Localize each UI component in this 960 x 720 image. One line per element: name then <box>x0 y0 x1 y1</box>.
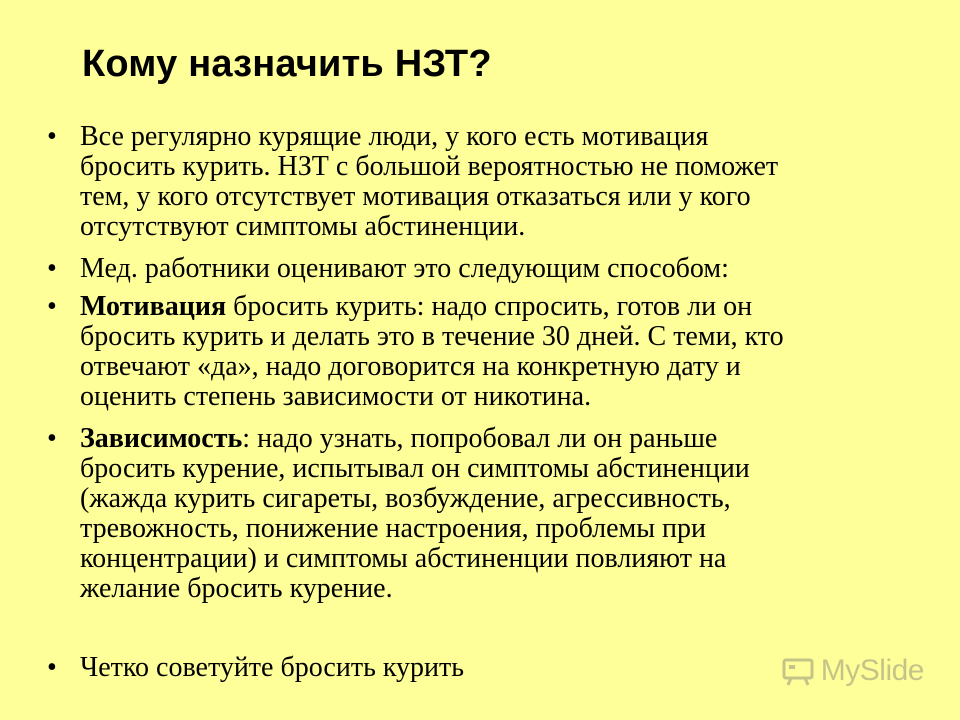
slide-title: Кому назначить НЗТ? <box>82 43 492 85</box>
bullet-line <box>80 292 920 322</box>
bullet-line: Мед. работники оценивают это следующим способом: <box>80 253 729 284</box>
bullet-line: Все регулярно курящие люди, у кого есть мотивация <box>80 121 709 152</box>
bullet-line: желание бросить курение. <box>80 573 393 604</box>
bullet-item <box>47 291 920 412</box>
bullet-line: отсутствуют симптомы абстиненции. <box>80 211 526 242</box>
watermark-text: MySlide <box>820 654 924 687</box>
bullet-line-rest: бросить курить: надо спросить, готов ли он <box>226 291 753 322</box>
bullet-line: отвечают «да», надо договорится на конкретную дату и <box>80 351 741 382</box>
bullet-marker: • <box>47 652 57 683</box>
bullet-marker: • <box>47 253 57 284</box>
bullet-line: бросить курить и делать это в течение 30 дней. С теми, кто <box>80 321 784 352</box>
bold-term: Зависимость <box>80 423 243 454</box>
bullet-line: Четко советуйте бросить курить <box>80 652 465 683</box>
bullet-line: бросить курить. НЗТ с большой вероятностью не поможет <box>80 151 779 182</box>
bullet-line: концентрации) и симптомы абстиненции повлияют на <box>80 543 727 574</box>
bullet-marker: • <box>47 121 57 152</box>
bullet-line-rest: : надо узнать, попробовал ли он раньше <box>242 423 718 454</box>
bullet-line: тем, у кого отсутствует мотивация отказаться или у кого <box>80 181 751 212</box>
bullet-marker: • <box>47 423 57 454</box>
bullet-item <box>47 423 920 604</box>
bullet-marker: • <box>47 291 57 322</box>
bullet-item <box>47 253 920 284</box>
bullet-line: (жажда курить сигареты, возбуждение, агрессивность, <box>80 483 731 514</box>
bullet-line: оценить степень зависимости от никотина. <box>80 381 592 412</box>
bullet-line: тревожность, понижение настроения, проблемы при <box>80 513 707 544</box>
watermark-logo <box>781 654 924 688</box>
bullet-item <box>47 121 920 242</box>
chalkboard-icon <box>781 656 815 686</box>
bullet-line <box>80 424 920 454</box>
bold-term: Мотивация <box>80 291 227 322</box>
bullet-line: бросить курение, испытывал он симптомы абстиненции <box>80 453 750 484</box>
